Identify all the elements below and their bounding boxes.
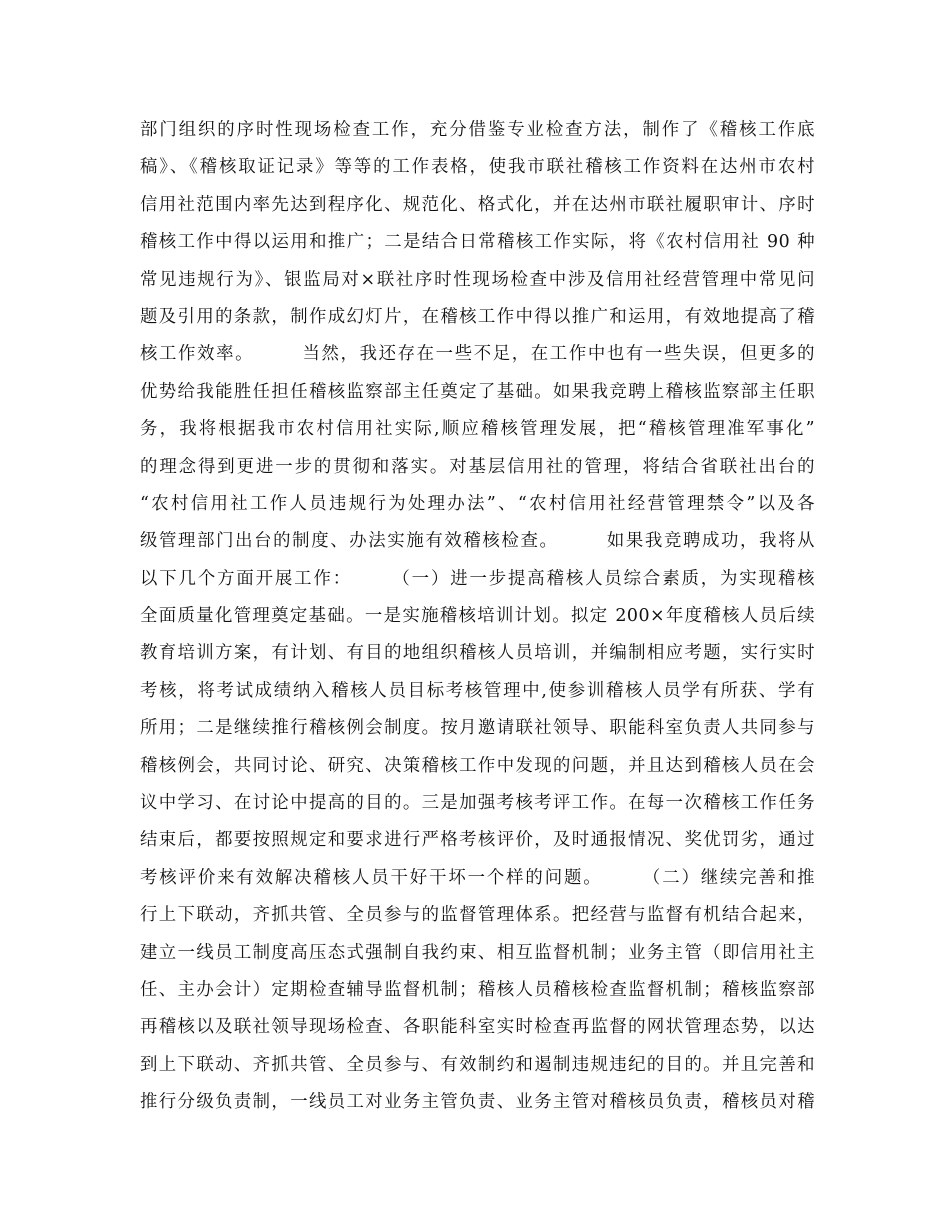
text-line: 行上下联动，齐抓共管、全员参与的监督管理体系。把经营与监督有机结合起来， xyxy=(140,905,815,926)
text-line: 优势给我能胜任担任稽核监察部主任奠定了基础。如果我竞聘上稽核监察部主任职 xyxy=(140,381,815,402)
text-line: 稽核例会，共同讨论、研究、决策稽核工作中发现的问题，并且达到稽核人员在会 xyxy=(140,755,815,776)
text-line: 稽核工作中得以运用和推广；二是结合日常稽核工作实际，将《农村信用社 90 种 xyxy=(140,232,815,253)
text-line: 的理念得到更进一步的贯彻和落实。对基层信用社的管理，将结合省联社出台的 xyxy=(140,456,815,477)
text-line: 稿》、《稽核取证记录》等等的工作表格，使我市联社稽核工作资料在达州市农村 xyxy=(140,157,815,178)
text-line: 所用；二是继续推行稽核例会制度。按月邀请联社领导、职能科室负责人共同参与 xyxy=(140,718,815,739)
text-line: 再稽核以及联社领导现场检查、各职能科室实时检查再监督的网状管理态势，以达 xyxy=(140,1017,815,1038)
text-line: 议中学习、在讨论中提高的目的。三是加强考核考评工作。在每一次稽核工作任务 xyxy=(140,793,815,814)
text-line: 以下几个方面开展工作： （一）进一步提高稽核人员综合素质，为实现稽核 xyxy=(140,568,815,589)
text-line: 核工作效率。 当然，我还存在一些不足，在工作中也有一些失误，但更多的 xyxy=(140,344,815,365)
text-line: 级管理部门出台的制度、办法实施有效稽核检查。 如果我竞聘成功，我将从 xyxy=(140,531,815,552)
text-line: 考核评价来有效解决稽核人员干好干坏一个样的问题。 （二）继续完善和推 xyxy=(140,867,815,888)
text-line: 建立一线员工制度高压态式强制自我约束、相互监督机制；业务主管（即信用社主 xyxy=(140,942,815,963)
body-text xyxy=(140,112,815,1122)
text-line: 推行分级负责制，一线员工对业务主管负责、业务主管对稽核员负责，稽核员对稽 xyxy=(140,1092,815,1113)
text-line: 考核，将考试成绩纳入稽核人员目标考核管理中,使参训稽核人员学有所获、学有 xyxy=(140,680,815,701)
text-line: 部门组织的序时性现场检查工作，充分借鉴专业检查方法，制作了《稽核工作底 xyxy=(140,120,815,140)
text-line: 结束后，都要按照规定和要求进行严格考核评价，及时通报情况、奖优罚劣，通过 xyxy=(140,830,815,851)
text-line: 题及引用的条款，制作成幻灯片，在稽核工作中得以推广和运用，有效地提高了稽 xyxy=(140,306,815,327)
text-line: 到上下联动、齐抓共管、全员参与、有效制约和遏制违规违纪的目的。并且完善和 xyxy=(140,1054,815,1075)
text-line: “农村信用社工作人员违规行为处理办法”、“农村信用社经营管理禁令”以及各 xyxy=(140,493,815,514)
text-line: 任、主办会计）定期检查辅导监督机制；稽核人员稽核检查监督机制；稽核监察部 xyxy=(140,979,815,1000)
text-line: 信用社范围内率先达到程序化、规范化、格式化，并在达州市联社履职审计、序时 xyxy=(140,194,815,215)
text-line: 全面质量化管理奠定基础。一是实施稽核培训计划。拟定 200×年度稽核人员后续 xyxy=(140,606,815,627)
text-line: 教育培训方案，有计划、有目的地组织稽核人员培训，并编制相应考题，实行实时 xyxy=(140,643,815,664)
text-line: 常见违规行为》、银监局对×联社序时性现场检查中涉及信用社经营管理中常见问 xyxy=(140,269,815,290)
text-line: 务，我将根据我市农村信用社实际,顺应稽核管理发展，把“稽核管理准军事化” xyxy=(140,419,815,440)
